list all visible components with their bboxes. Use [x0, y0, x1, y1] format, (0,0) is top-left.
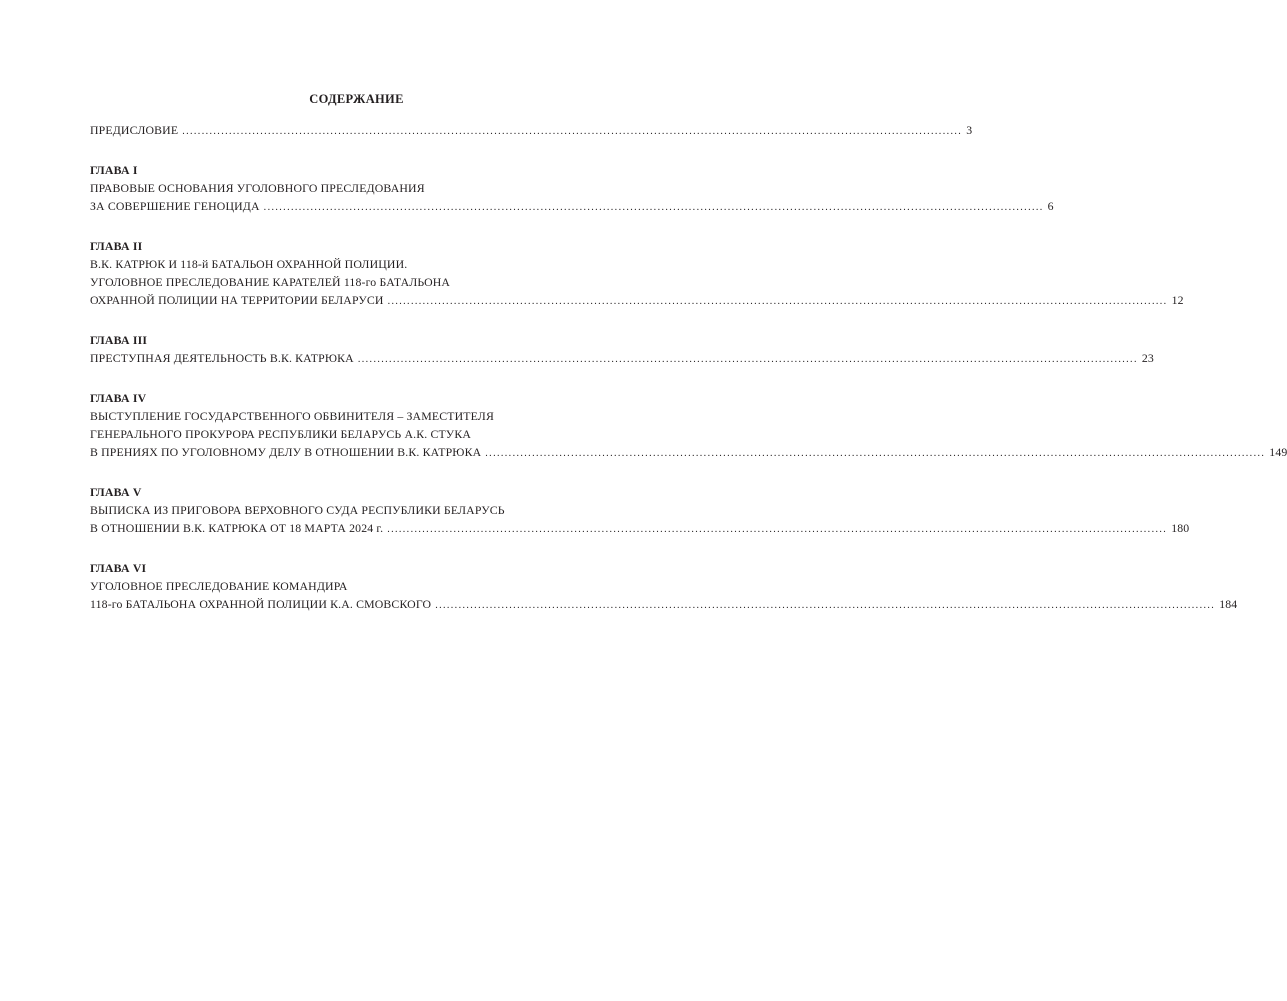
toc-entry-title-line: УГОЛОВНОЕ ПРЕСЛЕДОВАНИЕ КАРАТЕЛЕЙ 118-го БАТАЛЬОНА — [90, 275, 451, 289]
toc-entry-title-line: ЗА СОВЕРШЕНИЕ ГЕНОЦИДА — [90, 199, 260, 213]
toc-entry-title-line: В.К. КАТРЮК И 118-й БАТАЛЬОН ОХРАННОЙ ПОЛИЦИИ. — [90, 257, 408, 271]
page-title: СОДЕРЖАНИЕ — [309, 92, 404, 106]
toc-entry-title-line: В ПРЕНИЯХ ПО УГОЛОВНОМУ ДЕЛУ В ОТНОШЕНИИ В.К. КАТРЮКА — [90, 445, 482, 459]
toc-line-with-page — [90, 349, 1154, 369]
toc-entry-title-line: ПРЕСТУПНАЯ ДЕЯТЕЛЬНОСТЬ В.К. КАТРЮКА — [90, 351, 354, 365]
toc-entry-title-line: В ОТНОШЕНИИ В.К. КАТРЮКА ОТ 18 МАРТА 2024 г. — [90, 521, 384, 535]
page-number: 23 — [1141, 351, 1154, 365]
toc-line-with-page — [90, 291, 1184, 311]
chapter-label: ГЛАВА VI — [90, 561, 147, 575]
toc-line-with-page — [90, 121, 973, 141]
toc-entry-chapter-3 — [90, 331, 1154, 369]
toc-entry-title: ПРЕДИСЛОВИЕ — [90, 123, 179, 137]
toc-entry-chapter-5 — [90, 483, 1190, 539]
page-number: 149 — [1269, 445, 1287, 459]
toc-line-with-page — [90, 595, 1238, 615]
dot-leader: ........................................................................................................................................................................................................ — [387, 296, 1168, 307]
dot-leader: ........................................................................................................................................................................................................ — [263, 202, 1044, 213]
page-number: 184 — [1219, 597, 1238, 611]
toc-entry-title-line: ВЫПИСКА ИЗ ПРИГОВОРА ВЕРХОВНОГО СУДА РЕСПУБЛИКИ БЕЛАРУСЬ — [90, 503, 505, 517]
toc-entry-title-line: ГЕНЕРАЛЬНОГО ПРОКУРОРА РЕСПУБЛИКИ БЕЛАРУСЬ А.К. СТУКА — [90, 427, 472, 441]
toc-line-with-page — [90, 519, 1190, 539]
toc-entry-chapter-2 — [90, 237, 1184, 311]
dot-leader: ........................................................................................................................................................................................................ — [357, 354, 1138, 365]
toc-line-with-page — [90, 443, 1287, 463]
toc-entry-title-line: 118-го БАТАЛЬОНА ОХРАННОЙ ПОЛИЦИИ К.А. СМОВСКОГО — [90, 597, 432, 611]
toc-entry-preface — [90, 121, 973, 141]
toc-entry-title-line: ВЫСТУПЛЕНИЕ ГОСУДАРСТВЕННОГО ОБВИНИТЕЛЯ – ЗАМЕСТИТЕЛЯ — [90, 409, 494, 423]
page-number: 6 — [1047, 199, 1054, 213]
chapter-label: ГЛАВА II — [90, 239, 143, 253]
dot-leader: ........................................................................................................................................................................................................ — [435, 600, 1216, 611]
page-number: 3 — [966, 123, 973, 137]
toc-entry-chapter-4 — [90, 389, 1287, 463]
chapter-label: ГЛАВА III — [90, 333, 148, 347]
toc-entry-title-line: ПРАВОВЫЕ ОСНОВАНИЯ УГОЛОВНОГО ПРЕСЛЕДОВАНИЯ — [90, 181, 425, 195]
chapter-label: ГЛАВА I — [90, 163, 138, 177]
dot-leader: ........................................................................................................................................................................................................ — [182, 126, 963, 137]
toc-entry-chapter-6 — [90, 559, 1238, 615]
chapter-label: ГЛАВА V — [90, 485, 142, 499]
toc-entry-title-line: УГОЛОВНОЕ ПРЕСЛЕДОВАНИЕ КОМАНДИРА — [90, 579, 348, 593]
dot-leader: ........................................................................................................................................................................................................ — [387, 524, 1168, 535]
toc-entry-chapter-1 — [90, 161, 1054, 217]
page-number: 180 — [1171, 521, 1190, 535]
toc-line-with-page — [90, 197, 1054, 217]
dot-leader: ........................................................................................................................................................................................................ — [485, 448, 1266, 459]
chapter-label: ГЛАВА IV — [90, 391, 147, 405]
table-of-contents — [90, 121, 1287, 635]
page-number: 12 — [1171, 293, 1184, 307]
toc-entry-title-line: ОХРАННОЙ ПОЛИЦИИ НА ТЕРРИТОРИИ БЕЛАРУСИ — [90, 293, 384, 307]
